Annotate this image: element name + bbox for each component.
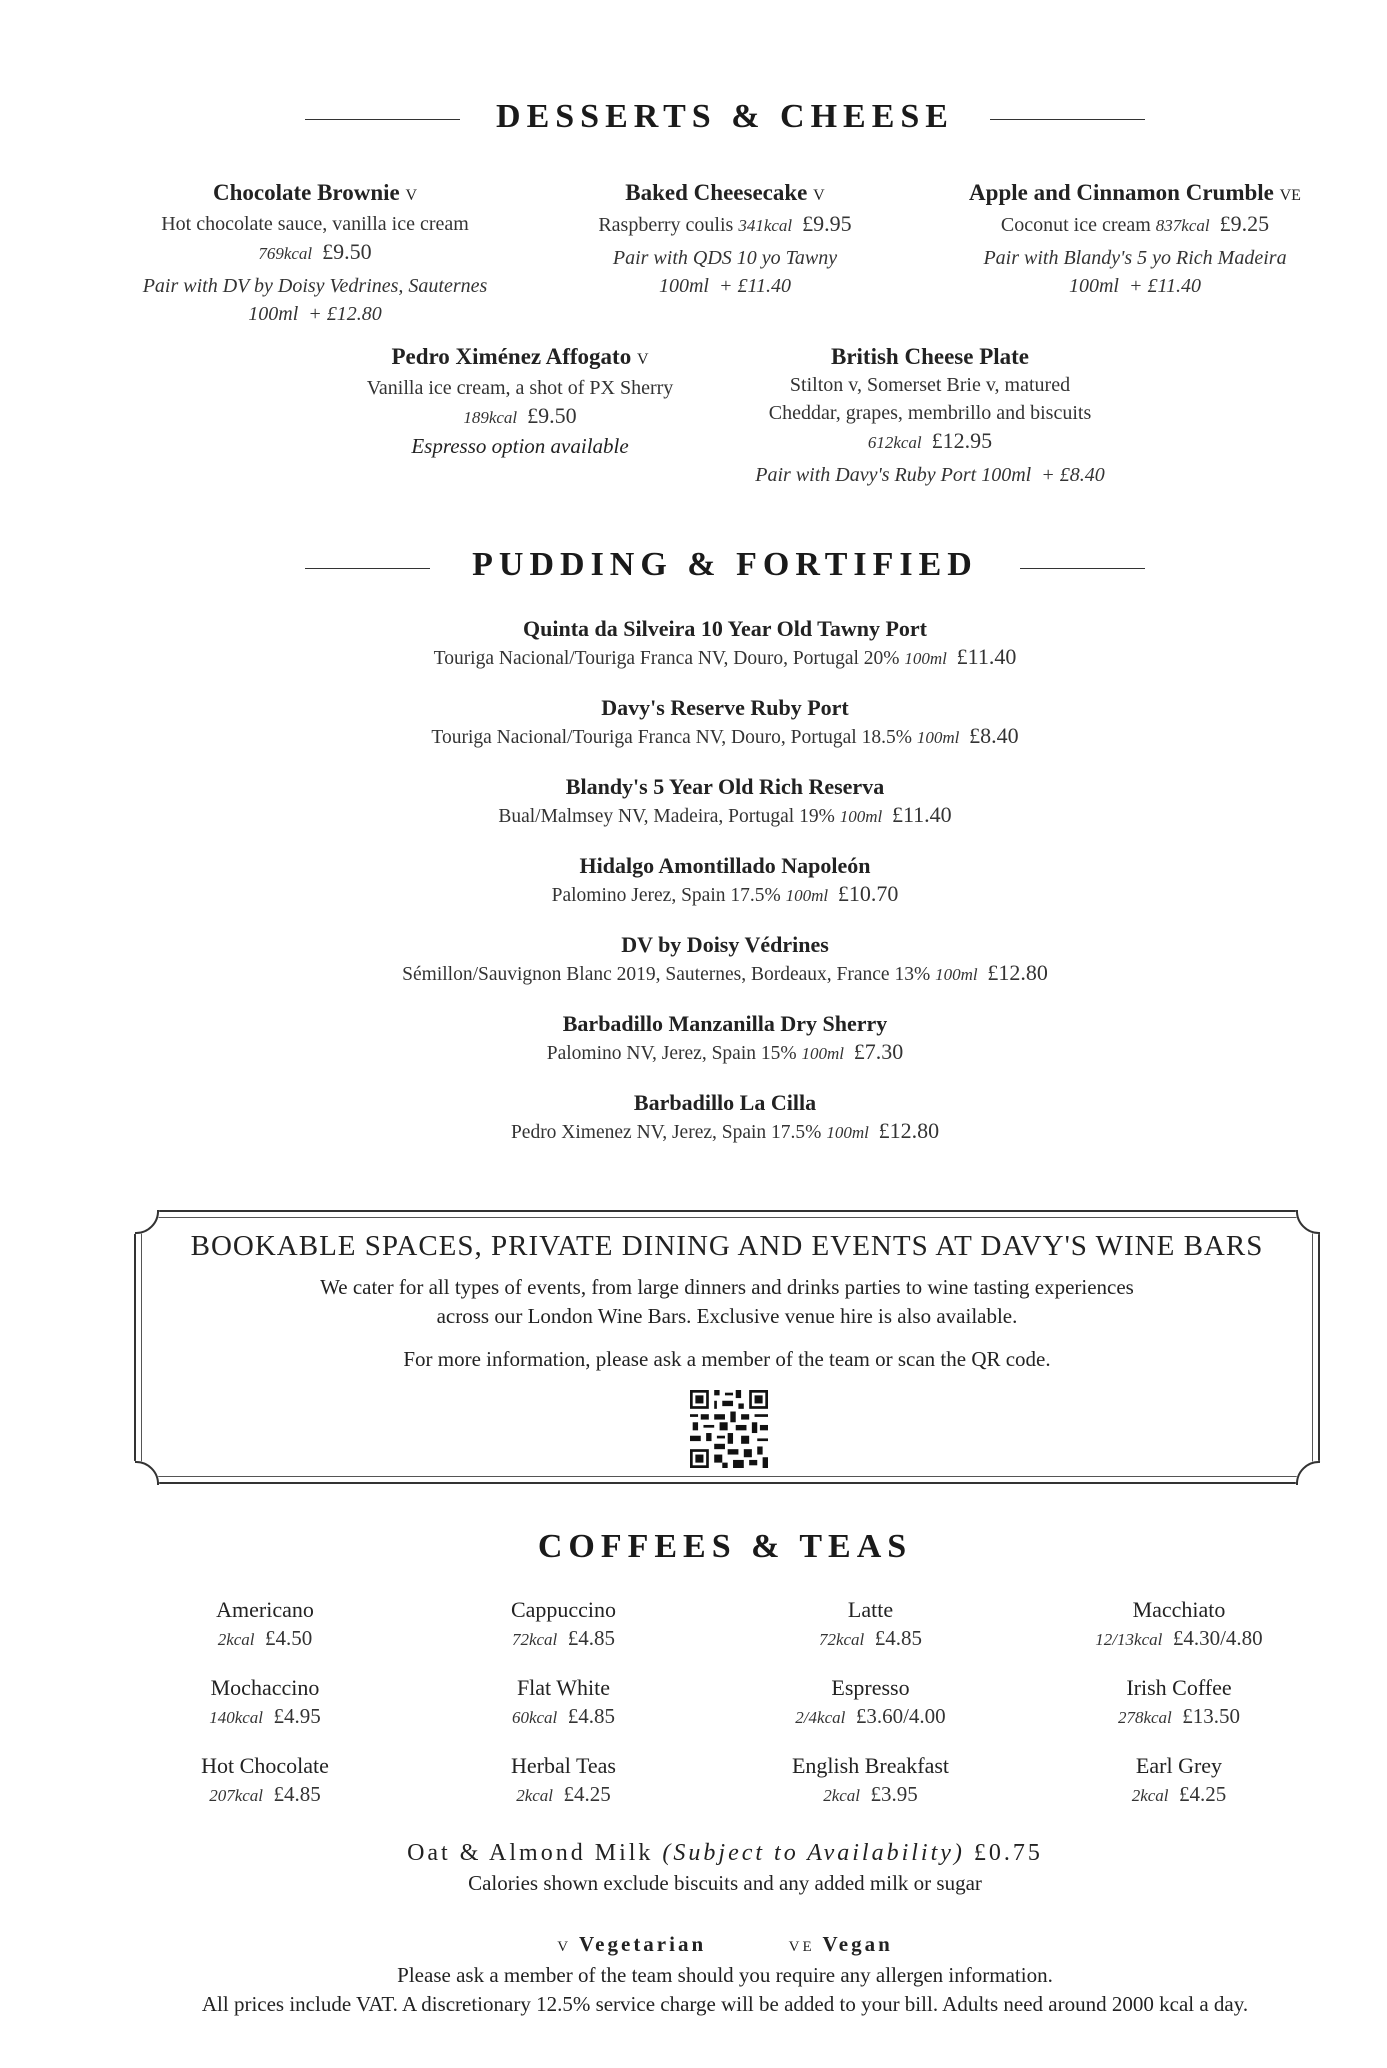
coffee-name: Americano [216, 1597, 314, 1622]
wine-desc: Palomino NV, Jerez, Spain 15% [546, 1043, 797, 1064]
price: £8.40 [969, 723, 1019, 748]
price: £12.95 [931, 428, 993, 453]
dessert-name: Chocolate Brownie [212, 180, 400, 205]
dessert-item [545, 178, 905, 300]
vegan-label: Vegan [822, 1932, 893, 1956]
price: £12.80 [878, 1118, 940, 1143]
coffee-item [1132, 1752, 1227, 1810]
coffee-name: Hot Chocolate [201, 1753, 329, 1778]
wine-item [300, 1089, 1150, 1168]
coffee-item [1095, 1596, 1262, 1654]
dessert-item [940, 178, 1330, 300]
price: £12.80 [987, 960, 1048, 985]
wine-item [300, 615, 1150, 694]
wine-volume: 100ml [916, 728, 960, 747]
wine-volume: 100ml [785, 886, 829, 905]
wine-volume: 100ml [935, 965, 978, 984]
wine-item [300, 852, 1150, 931]
dessert-item [740, 342, 1120, 489]
kcal-value: 140kcal [209, 1708, 264, 1727]
milk-label: Oat & Almond Milk [407, 1840, 654, 1866]
price: £4.85 [874, 1626, 923, 1650]
price: £10.70 [837, 881, 899, 906]
fortified-heading: PUDDING & FORTIFIED [450, 546, 1000, 583]
events-line-3: For more information, please ask a member of the team or scan the QR code. [403, 1347, 1051, 1371]
dessert-desc: Cheddar, grapes, membrillo and biscuits [768, 402, 1092, 424]
pairing-volume: 100ml [1068, 275, 1119, 297]
coffee-name: Irish Coffee [1126, 1675, 1232, 1700]
milk-note: (Subject to Availability) [662, 1840, 965, 1866]
wine-desc: Touriga Nacional/Touriga Franca NV, Douro, Portugal 20% [433, 648, 900, 669]
price: £4.25 [563, 1782, 611, 1806]
diet-mark: V [813, 187, 825, 204]
kcal-value: 612kcal [867, 433, 922, 452]
price: £4.50 [265, 1626, 313, 1650]
dessert-item [340, 342, 700, 460]
coffee-item [511, 1752, 616, 1810]
wine-volume: 100ml [839, 807, 883, 826]
espresso-note: Espresso option available [411, 434, 629, 458]
price: £4.85 [567, 1626, 616, 1650]
price: £4.85 [567, 1704, 616, 1728]
wine-item [300, 931, 1150, 1010]
calorie-note: Calories shown exclude biscuits and any added milk or sugar [468, 1871, 982, 1895]
allergen-note: Please ask a member of the team should you require any allergen information. [397, 1963, 1053, 1987]
pairing-text: Pair with DV by Doisy Vedrines, Sauternes [142, 275, 488, 297]
dessert-name: Baked Cheesecake [625, 180, 808, 205]
pairing-price: + £8.40 [1041, 464, 1105, 486]
coffees-heading: COFFEES & TEAS [516, 1528, 934, 1565]
wine-name: Hidalgo Amontillado Napoleón [579, 853, 871, 878]
coffee-item [216, 1596, 314, 1654]
wine-name: Barbadillo La Cilla [633, 1090, 817, 1115]
pairing-text: Pair with Blandy's 5 yo Rich Madeira [983, 247, 1287, 269]
dessert-desc: Hot chocolate sauce, vanilla ice cream [161, 213, 469, 235]
dessert-name: Apple and Cinnamon Crumble [969, 180, 1274, 205]
wine-volume: 100ml [904, 649, 947, 668]
diet-mark: VE [1279, 187, 1301, 204]
kcal-value: 2kcal [823, 1786, 861, 1805]
price: £11.40 [891, 802, 952, 827]
wine-name: DV by Doisy Védrines [621, 932, 829, 957]
coffee-item [1118, 1674, 1240, 1732]
wine-desc: Pedro Ximenez NV, Jerez, Spain 17.5% [510, 1122, 822, 1143]
kcal-value: 837kcal [1155, 216, 1210, 235]
price: £13.50 [1182, 1704, 1241, 1728]
kcal-value: 207kcal [209, 1786, 264, 1805]
wine-name: Davy's Reserve Ruby Port [601, 695, 849, 720]
coffee-item [512, 1674, 615, 1732]
coffee-item [511, 1596, 616, 1654]
kcal-value: 72kcal [818, 1630, 865, 1649]
vegetarian-key: V [557, 1939, 572, 1955]
dessert-desc: Raspberry coulis [598, 214, 734, 236]
coffee-grid [120, 1596, 1350, 1810]
vegetarian-label: Vegetarian [578, 1932, 707, 1956]
coffee-name: Cappuccino [510, 1597, 617, 1622]
price: £9.25 [1219, 211, 1270, 236]
pairing-price: + £12.80 [308, 303, 382, 325]
price: £9.50 [322, 239, 372, 264]
price: £9.50 [527, 403, 577, 428]
price: £4.85 [273, 1782, 321, 1806]
coffee-item [201, 1752, 329, 1810]
price: £3.60/4.00 [855, 1704, 946, 1728]
coffee-item [792, 1752, 949, 1810]
wine-name: Barbadillo Manzanilla Dry Sherry [562, 1011, 888, 1036]
kcal-value: 2/4kcal [795, 1708, 846, 1727]
kcal-value: 2kcal [516, 1786, 554, 1805]
milk-price: £0.75 [973, 1840, 1043, 1866]
pairing-price: + £11.40 [718, 275, 791, 297]
kcal-value: 2kcal [217, 1630, 255, 1649]
footer [0, 1932, 1387, 2017]
wine-name: Quinta da Silveira 10 Year Old Tawny Port [523, 616, 927, 641]
pairing-volume: 100ml [248, 303, 299, 325]
coffee-name: English Breakfast [791, 1753, 950, 1778]
wine-desc: Touriga Nacional/Touriga Franca NV, Douro, Portugal 18.5% [431, 727, 912, 748]
kcal-value: 278kcal [1117, 1708, 1172, 1727]
events-box-corners [130, 1205, 1325, 1490]
coffee-item [819, 1596, 922, 1654]
dessert-desc: Stilton v, Somerset Brie v, matured [789, 374, 1071, 396]
wine-volume: 100ml [801, 1044, 844, 1063]
wine-desc: Sémillon/Sauvignon Blanc 2019, Sauternes, Bordeaux, France 13% [402, 964, 931, 985]
price: £4.95 [273, 1704, 321, 1728]
price: £3.95 [870, 1782, 918, 1806]
fortified-list [300, 615, 1150, 1168]
wine-item [300, 773, 1150, 852]
dessert-desc: Coconut ice cream [1000, 214, 1151, 236]
dessert-name: Pedro Ximénez Affogato [391, 344, 632, 369]
coffee-item [795, 1674, 945, 1732]
price: £7.30 [853, 1039, 904, 1064]
dessert-item [130, 178, 500, 328]
pairing-volume: 100ml [658, 275, 709, 297]
wine-desc: Palomino Jerez, Spain 17.5% [551, 885, 781, 906]
pairing-price: + £11.40 [1128, 275, 1201, 297]
kcal-value: 189kcal [463, 408, 518, 427]
diet-mark: V [405, 187, 418, 204]
wine-desc: Bual/Malmsey NV, Madeira, Portugal 19% [498, 806, 835, 827]
wine-item [300, 694, 1150, 773]
coffee-name: Herbal Teas [511, 1753, 616, 1778]
events-title: BOOKABLE SPACES, PRIVATE DINING AND EVENTS AT DAVY'S WINE BARS [190, 1230, 1264, 1262]
wine-name: Blandy's 5 Year Old Rich Reserva [565, 774, 885, 799]
kcal-value: 2kcal [1131, 1786, 1169, 1805]
kcal-value: 72kcal [511, 1630, 558, 1649]
events-line-1: We cater for all types of events, from large dinners and drinks parties to wine tasting experiences [320, 1275, 1134, 1299]
events-line-2: across our London Wine Bars. Exclusive venue hire is also available. [436, 1304, 1018, 1328]
price: £4.30/4.80 [1172, 1626, 1263, 1650]
kcal-value: 12/13kcal [1095, 1630, 1163, 1649]
coffee-name: Espresso [831, 1675, 910, 1700]
vegan-key: VE [788, 1939, 815, 1955]
dessert-name: British Cheese Plate [830, 344, 1029, 369]
kcal-value: 769kcal [258, 244, 313, 263]
wine-volume: 100ml [826, 1123, 869, 1142]
pairing-text: Pair with QDS 10 yo Tawny [612, 247, 838, 269]
coffee-name: Flat White [516, 1675, 611, 1700]
price: £4.25 [1179, 1782, 1227, 1806]
dessert-desc: Vanilla ice cream, a shot of PX Sherry [366, 377, 674, 399]
price: £11.40 [956, 644, 1017, 669]
diet-mark: V [636, 351, 649, 368]
coffee-item [209, 1674, 321, 1732]
price: £9.95 [802, 211, 852, 236]
pairing-volume: 100ml [981, 464, 1032, 486]
coffee-name: Mochaccino [210, 1675, 320, 1700]
coffee-name: Macchiato [1132, 1597, 1226, 1622]
kcal-value: 60kcal [511, 1708, 558, 1727]
coffee-name: Earl Grey [1135, 1753, 1223, 1778]
desserts-heading: DESSERTS & CHEESE [474, 98, 976, 135]
coffee-name: Latte [847, 1597, 894, 1622]
vat-note: All prices include VAT. A discretionary 12.5% service charge will be added to your bill. Adults need around 2000 kcal a day. [201, 1992, 1249, 2016]
pairing-text: Pair with Davy's Ruby Port [755, 464, 977, 486]
kcal-value: 341kcal [738, 216, 793, 235]
wine-item [300, 1010, 1150, 1089]
